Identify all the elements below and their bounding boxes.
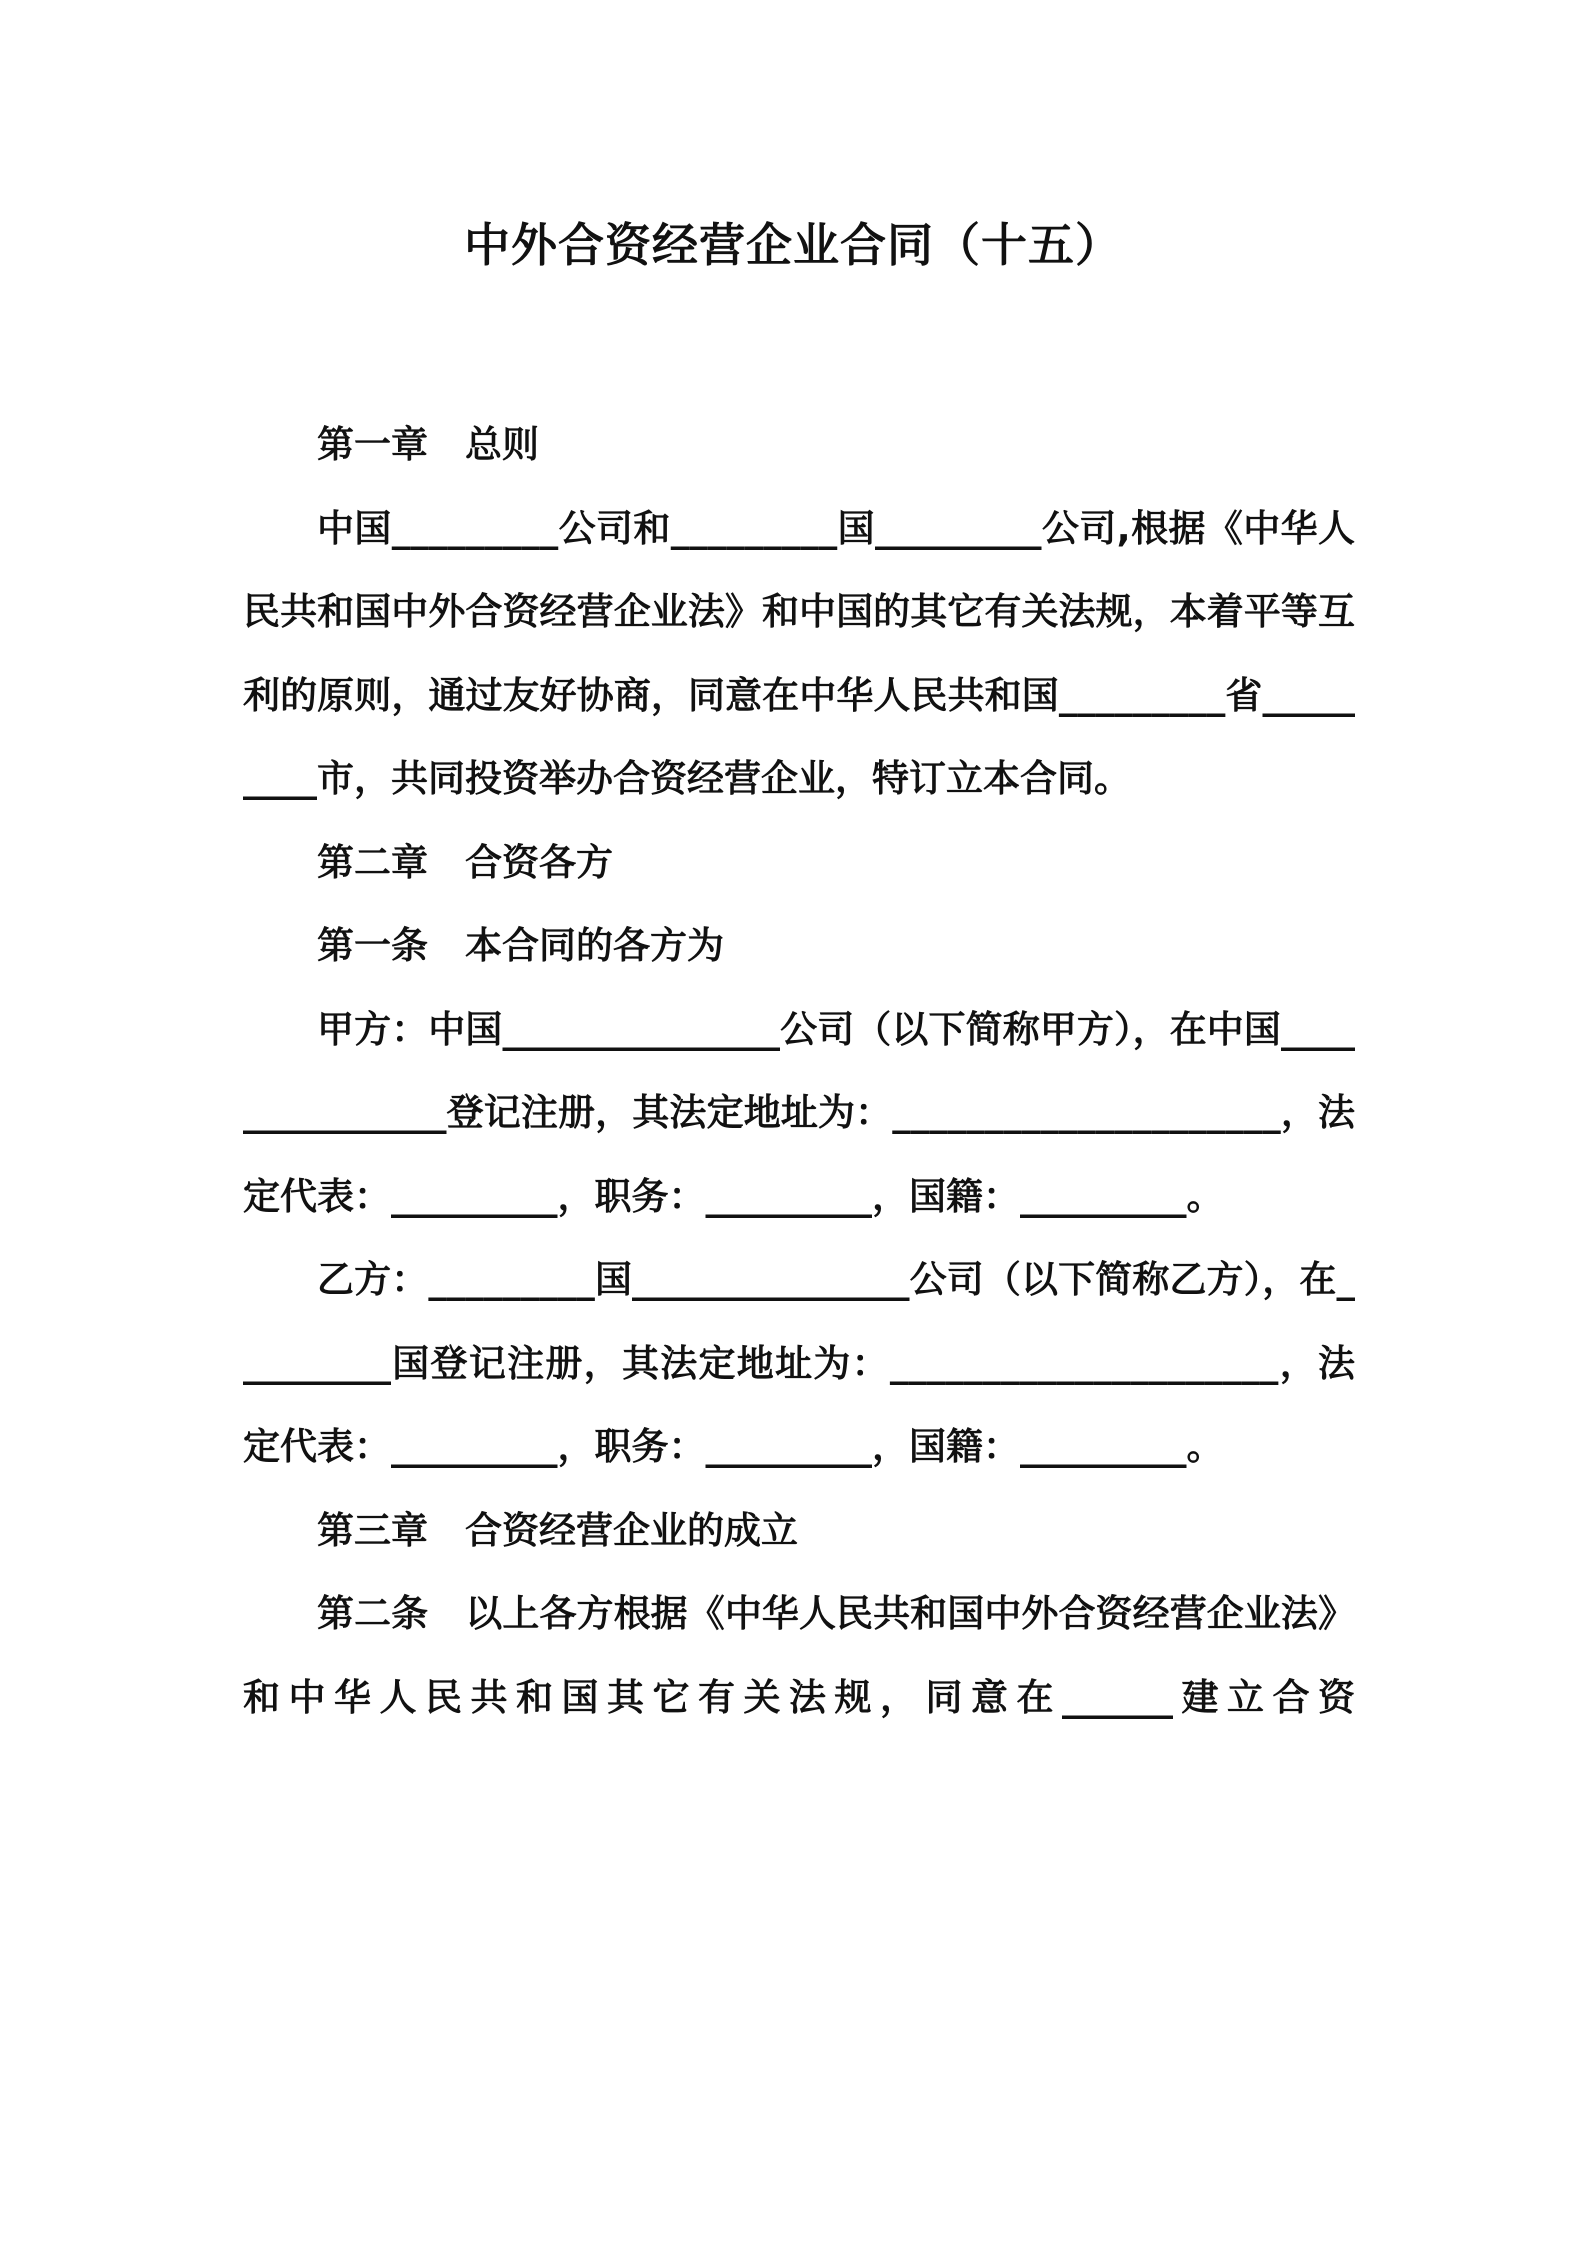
party-b-paragraph: 乙方：_________国_______________公司（以下简称乙方），在_________国登记注册，其法定地址为：_____________________，法定代表：_________，职务：_________，国籍：_________。 [243, 1258, 1355, 1468]
party-a-paragraph: 甲方：中国_______________公司（以下简称甲方），在中国_______________登记注册，其法定地址为：_____________________，法定代表：_________，职务：_________，国籍：_________。 [243, 1007, 1355, 1218]
chapter-1-heading: 第一章 总则 [317, 423, 539, 466]
document-body [243, 403, 1355, 1739]
document-title: 中外合资经营企业合同（十五） [464, 218, 1122, 272]
preamble-paragraph: 中国_________公司和_________国_________公司,根据《中华人民共和国中外合资经营企业法》和中国的其它有关法规，本着平等互利的原则，通过友好协商，同意在中华人民共和国_________省_________市，共同投资举办合资经营企业，特订立本合同。 [243, 506, 1355, 800]
article-1-heading: 第一条 本合同的各方为 [317, 924, 724, 967]
chapter-2-heading: 第二章 合资各方 [317, 840, 613, 884]
chapter-3-heading: 第三章 合资经营企业的成立 [317, 1508, 798, 1552]
article-2-paragraph: 第二条 以上各方根据《中华人民共和国中外合资经营企业法》和中华人民共和国其它有关法规，同意在______建立合资 [243, 1592, 1355, 1719]
